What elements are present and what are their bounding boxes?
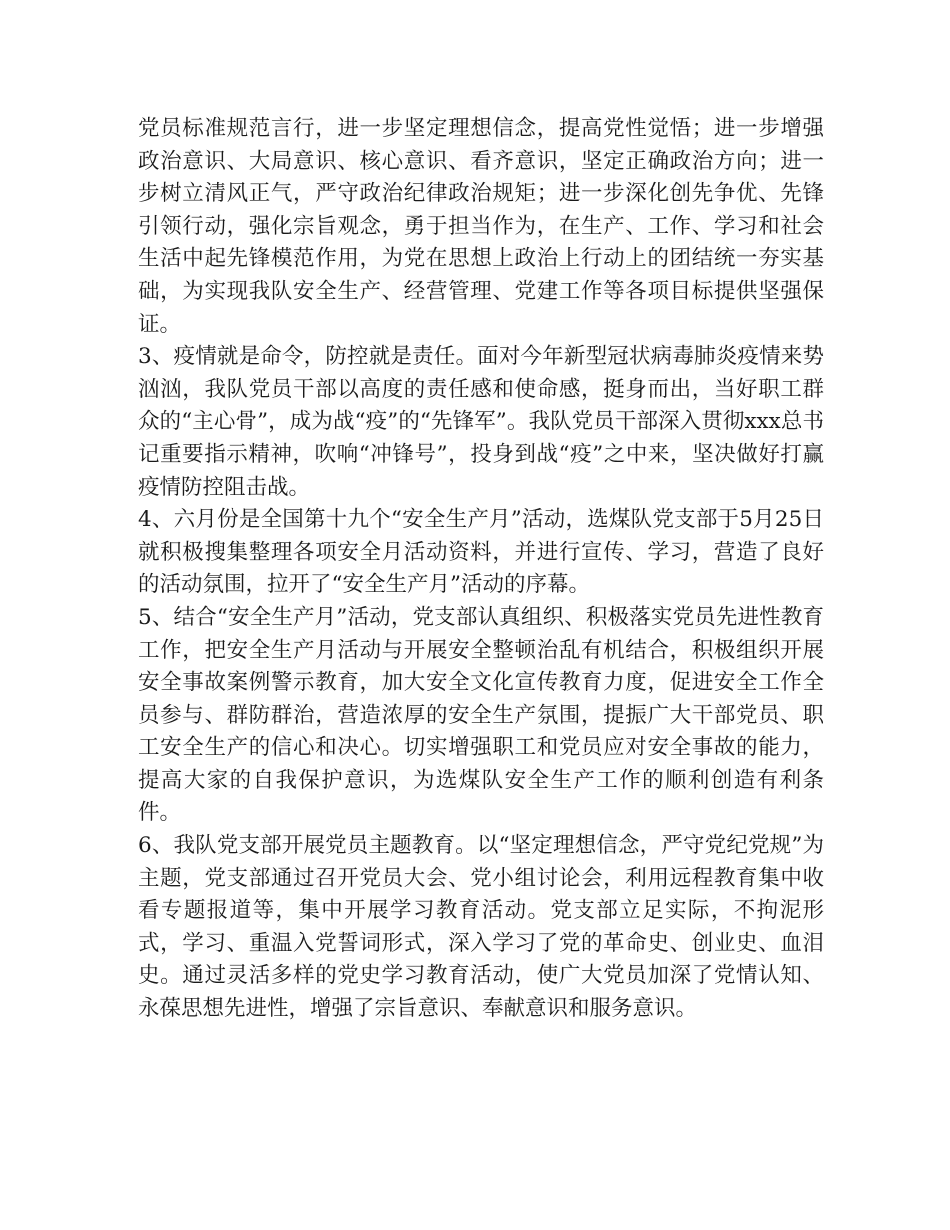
paragraph-continuation: 党员标准规范言行，进一步坚定理想信念，提高党性觉悟；进一步增强政治意识、大局意识、核心意识、看齐意识，坚定正确政治方向；进一步树立清风正气，严守政治纪律政治规矩；进一步深化创先争优、先锋引领行动，强化宗旨观念，勇于担当作为，在生产、工作、学习和社会生活中起先锋模范作用，为党在思想上政治上行动上的团结统一夯实基础，为实现我队安全生产、经营管理、党建工作等各项目标提供坚强保证。 — [138, 116, 824, 337]
paragraph-item-3: 3、疫情就是命令，防控就是责任。面对今年新型冠状病毒肺炎疫情来势汹汹，我队党员干部以高度的责任感和使命感，挺身而出，当好职工群众的“主心骨”，成为战“疫”的“先锋军”。我队党员干部深入贯彻xxx总书记重要指示精神，吹响“冲锋号”，投身到战“疫”之中来，坚决做好打赢疫情防控阻击战。 — [138, 344, 824, 500]
paragraph-item-6: 6、我队党支部开展党员主题教育。以“坚定理想信念，严守党纪党规”为主题，党支部通过召开党员大会、党小组讨论会，利用远程教育集中收看专题报道等，集中开展学习教育活动。党支部立足实际，不拘泥形式，学习、重温入党誓词形式，深入学习了党的革命史、创业史、血泪史。通过灵活多样的党史学习教育活动，使广大党员加深了党情认知、永葆思想先进性，增强了宗旨意识、奉献意识和服务意识。 — [138, 833, 824, 1022]
document-body — [138, 113, 824, 1026]
paragraph-item-5: 5、结合“安全生产月”活动，党支部认真组织、积极落实党员先进性教育工作，把安全生产月活动与开展安全整顿治乱有机结合，积极组织开展安全事故案例警示教育，加大安全文化宣传教育力度，促进安全工作全员参与、群防群治，营造浓厚的安全生产氛围，提振广大干部党员、职工安全生产的信心和决心。切实增强职工和党员应对安全事故的能力，提高大家的自我保护意识，为选煤队安全生产工作的顺利创造有利条件。 — [138, 604, 824, 826]
paragraph-item-4: 4、六月份是全国第十九个“安全生产月”活动，选煤队党支部于5月25日就积极搜集整理各项安全月活动资料，并进行宣传、学习，营造了良好的活动氛围，拉开了“安全生产月”活动的序幕。 — [138, 507, 824, 598]
